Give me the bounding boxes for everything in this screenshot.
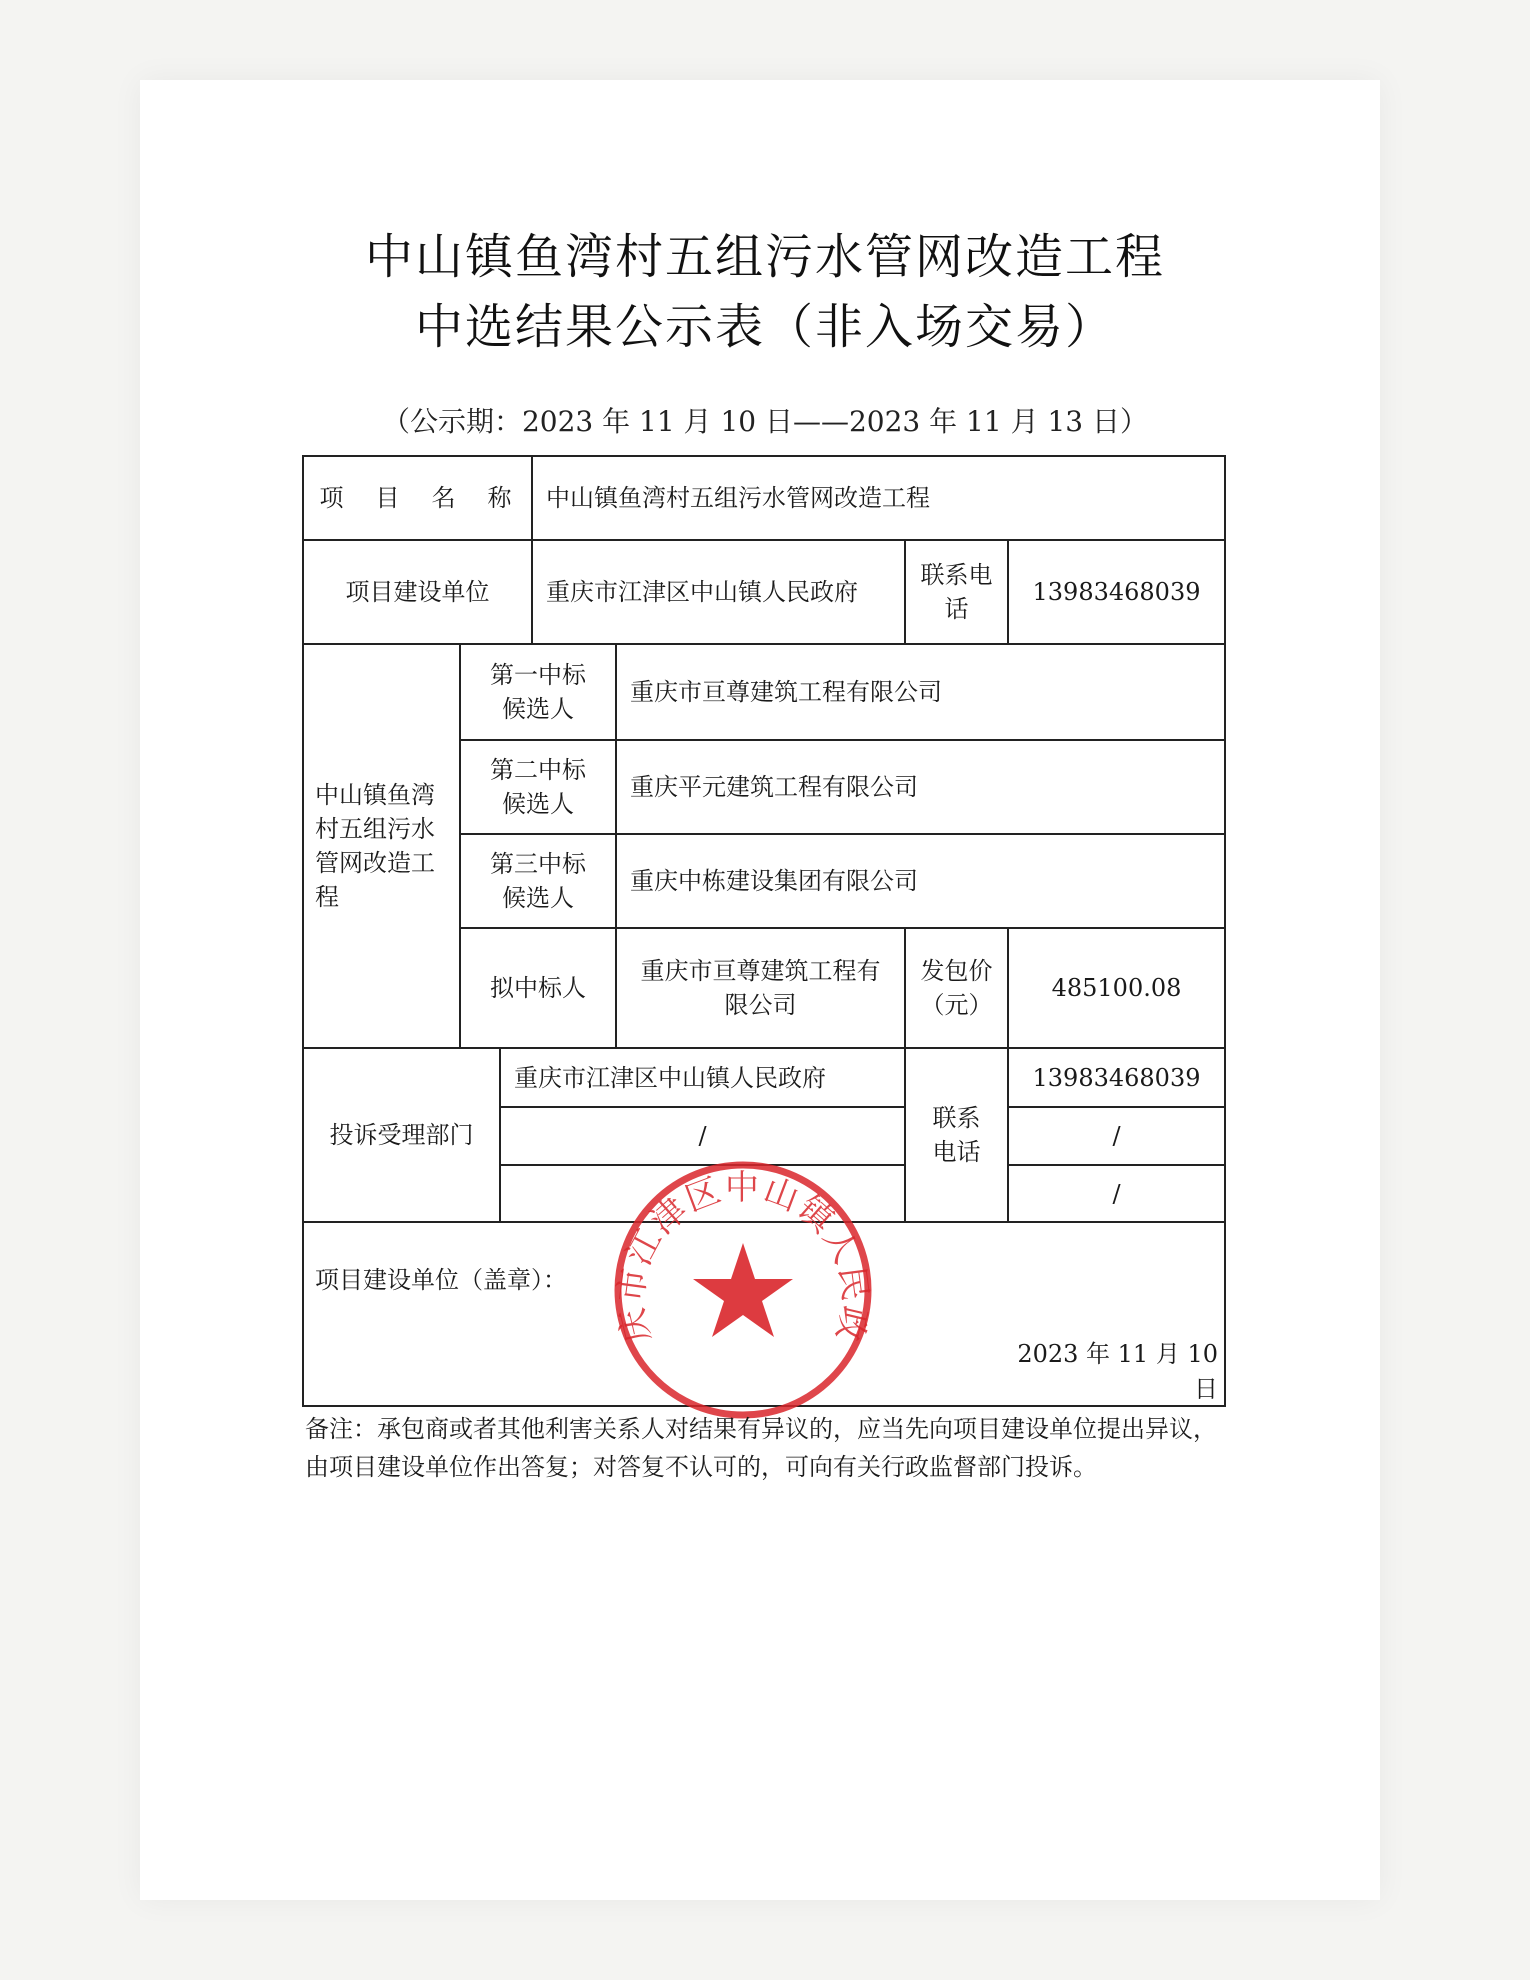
remarks-note: 备注：承包商或者其他利害关系人对结果有异议的，应当先向项目建设单位提出异议，由项目建设单位作出答复；对答复不认可的，可向有关行政监督部门投诉。 <box>305 1415 1217 1481</box>
owner-contact-label: 联系电话 <box>920 561 993 623</box>
seal-label: 项目建设单位（盖章）： <box>315 1266 567 1294</box>
group-project-label: 中山镇鱼湾村五组污水管网改造工程 <box>315 781 435 911</box>
complaint-phone-1: 13983468039 <box>1032 1063 1201 1092</box>
price-label: 发包价（元） <box>920 957 993 1019</box>
candidate-1-rank: 第一中标候选人 <box>490 661 586 723</box>
document-title-line2: 中选结果公示表（非入场交易） <box>414 299 1115 355</box>
sign-date: 2023 年 11 月 10 日 <box>1017 1340 1218 1403</box>
candidate-2-rank: 第二中标候选人 <box>490 756 586 818</box>
document-title-line1: 中山镇鱼湾村五组污水管网改造工程 <box>364 229 1165 285</box>
winner-label: 拟中标人 <box>490 974 586 1002</box>
svg-text:重庆市江津区中山镇人民政府: 庆市江津区中山镇人民政 <box>610 1167 876 1347</box>
candidate-3-name: 重庆中栋建设集团有限公司 <box>630 867 918 895</box>
winner-value: 重庆市亘尊建筑工程有限公司 <box>640 957 881 1019</box>
owner-contact-value: 13983468039 <box>1032 578 1201 606</box>
complaint-label: 投诉受理部门 <box>329 1121 474 1149</box>
project-name-value: 中山镇鱼湾村五组污水管网改造工程 <box>546 484 930 512</box>
complaint-contact-label: 联系电话 <box>932 1104 981 1166</box>
complaint-phone-2: / <box>1112 1122 1121 1150</box>
complaint-phone-3: / <box>1112 1179 1121 1208</box>
complaint-dept-2: / <box>698 1122 707 1150</box>
owner-value: 重庆市江津区中山镇人民政府 <box>546 578 858 606</box>
project-name-label: 项 目 名 称 <box>319 484 516 512</box>
seal-stamp-icon <box>608 1155 878 1425</box>
price-value: 485100.08 <box>1051 974 1182 1002</box>
candidate-3-rank: 第三中标候选人 <box>490 850 586 912</box>
candidate-2-name: 重庆平元建筑工程有限公司 <box>630 773 918 801</box>
official-seal <box>608 1155 878 1425</box>
complaint-dept-1: 重庆市江津区中山镇人民政府 <box>514 1063 826 1092</box>
owner-label: 项目建设单位 <box>345 578 490 606</box>
publicity-period: （公示期：2023 年 11 月 10 日——2023 年 11 月 13 日） <box>381 405 1149 438</box>
candidate-1-name: 重庆市亘尊建筑工程有限公司 <box>630 678 942 706</box>
